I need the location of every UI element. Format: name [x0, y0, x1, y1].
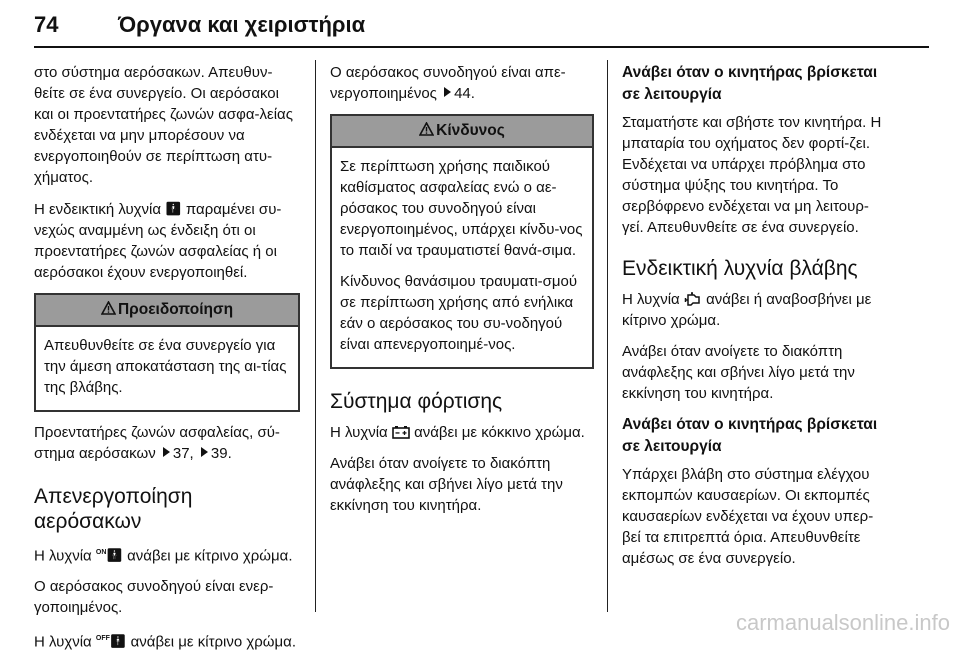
danger-header: [332, 116, 592, 148]
header-rule: [34, 46, 929, 48]
airbag-off-icon: $^{OFF}$🚹︎: [95, 633, 127, 649]
paragraph: Ανάβει όταν ανοίγετε το διακόπτη ανάφλεξης και σβήνει λίγο μετά την εκκίνηση του κινητήρα.: [622, 343, 855, 402]
paragraph: [330, 62, 594, 104]
column-2: [330, 62, 594, 526]
paragraph: Σε περίπτωση χρήσης παιδικού καθίσματος ασφαλείας ενώ ο αε-ρόσακος του συνοδηγού είναι ενεργοποιημένος, υπάρχει κίνδυ-νος το παιδί να τραυματιστεί θανά-σιμα.: [340, 158, 583, 259]
icon-label: ON: [95, 549, 107, 556]
paragraph: [330, 422, 594, 443]
text: Η λυχνία: [34, 633, 92, 651]
page-header: [34, 6, 934, 46]
page-reference-arrow-icon: [201, 447, 208, 457]
text: ανάβει με κίτρινο χρώμα.: [130, 633, 296, 651]
warning-header: [36, 295, 298, 327]
warning-triangle-icon: [101, 301, 116, 315]
paragraph: Ο αερόσακος συνοδηγού είναι ενερ-γοποιημένος.: [34, 578, 274, 617]
page-reference[interactable]: 39.: [210, 445, 232, 462]
paragraph: [34, 628, 300, 652]
page-reference[interactable]: 44.: [454, 85, 475, 102]
icon-label: OFF: [95, 635, 110, 643]
paragraph: Ανάβει όταν ανοίγετε το διακόπτη ανάφλεξης και σβήνει λίγο μετά την εκκίνηση του κινητήρα.: [330, 455, 563, 514]
page-title: Όργανα και χειριστήρια: [118, 12, 366, 37]
page-number: 74: [34, 12, 59, 37]
danger-box: [330, 114, 594, 369]
paragraph: [34, 422, 300, 464]
text: Ο αερόσακος συνοδηγού είναι απε-νεργοποιημένος: [330, 64, 566, 102]
warning-body: [36, 327, 298, 410]
paragraph: [34, 198, 300, 283]
seatbelt-airbag-icon: 🚹︎: [165, 201, 182, 216]
watermark: carmanualsonline.info: [735, 610, 950, 635]
text: ανάβει με κίτρινο χρώμα.: [127, 547, 293, 565]
text: Η λυχνία: [34, 547, 92, 565]
warning-box: [34, 293, 300, 412]
page-reference-arrow-icon: [163, 447, 170, 457]
text: Η λυχνία: [330, 424, 388, 441]
column-divider: [607, 60, 608, 612]
danger-body: [332, 148, 592, 367]
text: Η λυχνία: [622, 291, 680, 308]
warning-triangle-icon: [419, 122, 434, 136]
column-3: [622, 62, 888, 579]
paragraph: Υπάρχει βλάβη στο σύστημα ελέγχου εκπομπών καυσαερίων. Οι εκπομπές καυσαερίων ενδέχεται να έχουν υπερ-βεί τα επιτρεπτά όρια. Απευθυνθείτε αμέσως σε ένα συνεργείο.: [622, 466, 874, 567]
paragraph: Κίνδυνος θανάσιμου τραυματι-σμού σε περίπτωση χρήσης από ενήλικα εάν ο αερόσακος του συ-νοδηγού είναι απενεργοποιημέ-νος.: [340, 273, 578, 353]
text: Η ενδεικτική λυχνία: [34, 201, 162, 218]
text: παραμένει συ-νεχώς αναμμένη ως ένδειξη ότι οι προεντατήρες ζωνών ασφαλείας ή οι αερόσακοι έχουν ενεργοποιηθεί.: [34, 201, 282, 281]
airbag-on-icon: $^{ON}$🚹︎: [95, 547, 123, 563]
section-heading: Απενεργοποίηση αερόσακων: [34, 485, 193, 533]
subsection-heading: Ανάβει όταν ο κινητήρας βρίσκεται σε λειτουργία: [622, 416, 878, 455]
paragraph: Απευθυνθείτε σε ένα συνεργείο για την άμεση αποκατάσταση της αι-τίας της βλάβης.: [44, 337, 287, 396]
section-heading: Ενδεικτική λυχνία βλάβης: [622, 257, 858, 280]
paragraph: [622, 289, 888, 331]
page-reference-arrow-icon: [444, 87, 451, 97]
column-divider: [315, 60, 316, 612]
subsection-heading: Ανάβει όταν ο κινητήρας βρίσκεται σε λειτουργία: [622, 64, 878, 103]
paragraph: Σταματήστε και σβήστε τον κινητήρα. Η μπαταρία του οχήματος δεν φορτί-ζει. Ενδέχεται να υπάρχει πρόβλημα στο σύστημα ψύξης του κινητήρα. Το σερβόφρενο ενδέχεται να μη λειτουρ-γεί. Απευθυνθείτε σε ένα συνεργείο.: [622, 114, 882, 236]
paragraph: [34, 542, 300, 566]
engine-check-icon: [684, 291, 706, 308]
text: ανάβει ή αναβοσβήνει με κίτρινο χρώμα.: [622, 291, 872, 329]
paragraph: στο σύστημα αερόσακων. Απευθυν-θείτε σε ένα συνεργείο. Οι αερόσακοι και οι προεντατήρες ζωνών ασφα-λείας ενδέχεται να μην μπορέσουν να ενεργοποιηθούν σε περίπτωση ατυ-χήματος.: [34, 64, 293, 186]
text: ανάβει με κόκκινο χρώμα.: [414, 424, 585, 441]
page-reference[interactable]: 37,: [172, 445, 194, 462]
text: Προεντατήρες ζωνών ασφαλείας, σύ-στημα αερόσακων: [34, 424, 280, 462]
section-heading: Σύστημα φόρτισης: [330, 390, 503, 413]
danger-title: Κίνδυνος: [436, 122, 505, 139]
battery-icon: [392, 424, 414, 441]
warning-title: Προειδοποίηση: [117, 301, 234, 318]
column-1: [34, 62, 300, 663]
